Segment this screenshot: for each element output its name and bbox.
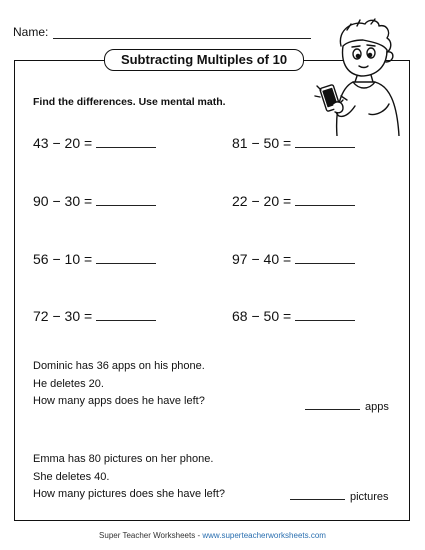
answer-blank[interactable] [305,398,360,410]
answer-blank[interactable] [96,249,156,264]
answer-unit: pictures [350,491,389,503]
instructions: Find the differences. Use mental math. [33,96,226,108]
problem-5 [33,249,156,271]
answer-unit: apps [365,401,389,413]
name-line[interactable] [53,38,311,39]
word-problem-line: He deletes 20. [33,377,104,390]
name-field-row [13,24,303,42]
problem-expression: 43 − 20 = [33,135,93,151]
worksheet-title: Subtracting Multiples of 10 [104,49,304,71]
problem-6 [232,249,355,271]
answer-blank[interactable] [96,191,156,206]
word-problem-2-answer [290,488,389,503]
word-problem-line: How many apps does he have left? [33,395,205,407]
answer-blank[interactable] [290,488,345,500]
problem-expression: 81 − 50 = [232,135,292,151]
problem-8 [232,306,355,328]
answer-blank[interactable] [295,306,355,321]
problem-7 [33,306,156,328]
problem-expression: 56 − 10 = [33,251,93,267]
word-problem-1-answer [305,398,389,413]
answer-blank[interactable] [96,306,156,321]
word-problem-1 [33,358,205,411]
problem-expression: 22 − 20 = [232,193,292,209]
footer-separator: - [195,531,203,540]
word-problem-line: Emma has 80 pictures on her phone. [33,453,214,465]
problem-2 [232,133,355,155]
footer [0,531,425,540]
word-problem-line: Dominic has 36 apps on his phone. [33,360,205,372]
word-problem-line: How many pictures does she have left? [33,488,225,500]
word-problem-2 [33,451,225,504]
answer-blank[interactable] [295,249,355,264]
problem-expression: 68 − 50 = [232,308,292,324]
problem-expression: 97 − 40 = [232,251,292,267]
name-label: Name: [13,25,49,39]
answer-blank[interactable] [96,133,156,148]
answer-blank[interactable] [295,191,355,206]
problem-expression: 72 − 30 = [33,308,93,324]
problem-4 [232,191,355,213]
problem-3 [33,191,156,213]
footer-brand: Super Teacher Worksheets [99,531,196,540]
problem-expression: 90 − 30 = [33,193,93,209]
problem-1 [33,133,156,155]
word-problem-line: She deletes 40. [33,470,110,483]
footer-link[interactable]: www.superteacherworksheets.com [202,531,326,540]
kid-with-phone-illustration [313,16,408,136]
